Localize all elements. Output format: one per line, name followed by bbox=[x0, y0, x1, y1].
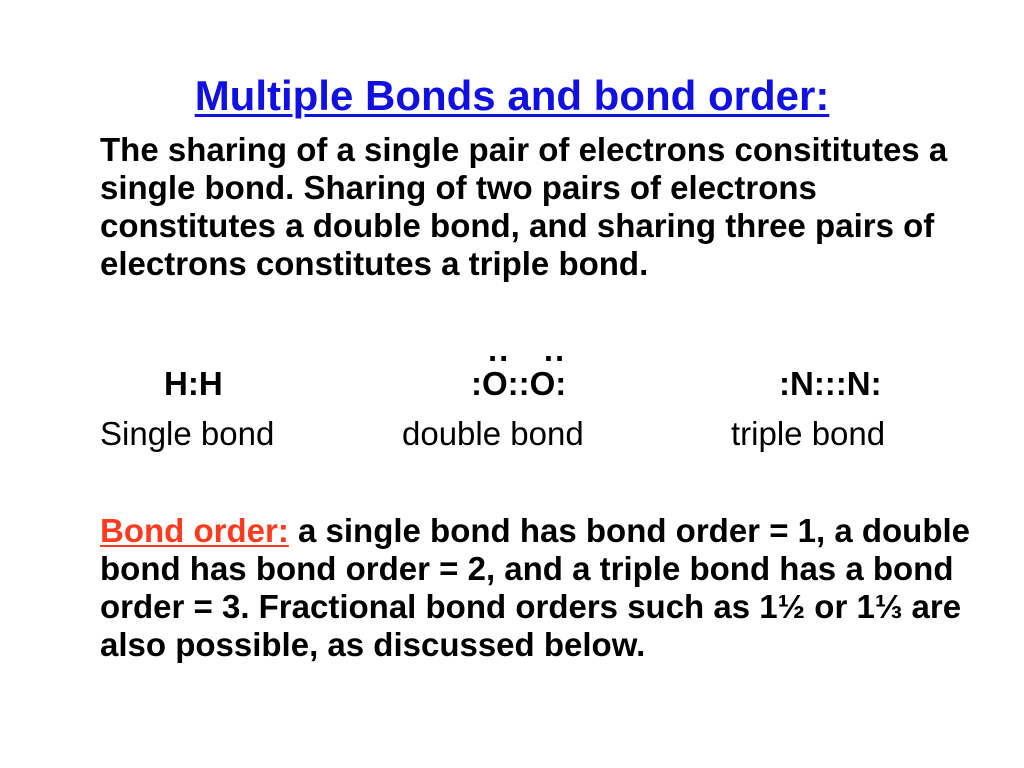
bond-order-term: Bond order: bbox=[100, 512, 289, 549]
bond-order-paragraph bbox=[100, 512, 980, 664]
bond-order-text: a single bond has bond order = 1, a double bond has bond order = 2, and a triple bond has a bond order = 3. Fractional bond orders such as 1½ or 1⅓ are also possible, as discussed below. bbox=[100, 512, 971, 663]
label-single-bond: Single bond bbox=[100, 415, 275, 452]
label-triple-bond: triple bond bbox=[731, 415, 886, 452]
formula-hydrogen: H:H bbox=[164, 365, 223, 402]
oxygen-lone-pair-dots: .. .. bbox=[488, 331, 567, 368]
formula-oxygen: :O::O: bbox=[471, 365, 567, 402]
label-double-bond: double bond bbox=[402, 415, 584, 452]
formula-nitrogen: :N:::N: bbox=[779, 365, 882, 402]
slide-title: Multiple Bonds and bond order: bbox=[194, 72, 830, 119]
intro-paragraph: The sharing of a single pair of electrons consititutes a single bond. Sharing of two pairs of electrons constitutes a double bond, and sharing three pairs of electrons constitutes a triple bond. bbox=[100, 131, 948, 282]
